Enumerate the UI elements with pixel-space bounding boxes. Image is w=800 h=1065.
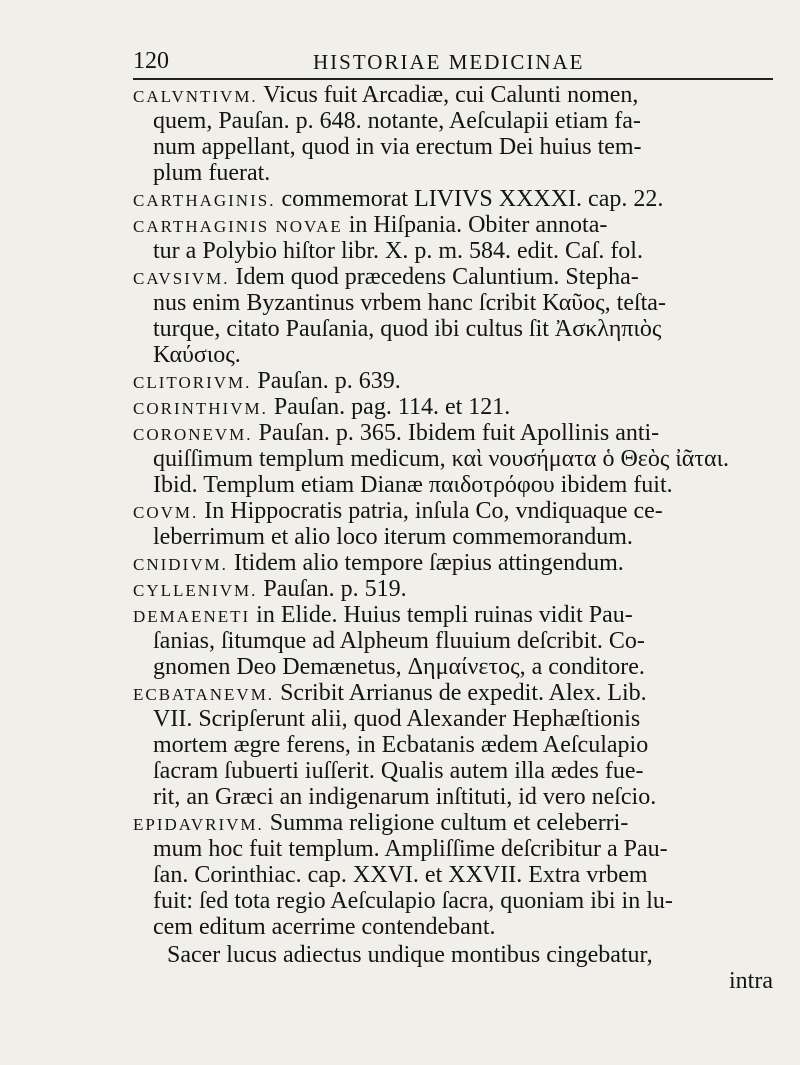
entry-text: in Elide. Huius templi ruinas vidit Pau- [250, 602, 633, 628]
entry-text: Pauſan. pag. 114. et 121. [267, 394, 511, 420]
entry-continuation-line [133, 836, 773, 862]
entry-text: VII. Scripſerunt alii, quod Alexander Hephæſtionis [153, 706, 641, 732]
entry-first-line [133, 550, 773, 576]
entry-continuation-line [133, 342, 773, 368]
entry-first-line [133, 602, 773, 628]
entry-text: Pauſan. p. 365. Ibidem fuit Apollinis anti- [252, 420, 660, 446]
dictionary-entry [133, 550, 773, 576]
entry-text: Scribit Arrianus de expedit. Alex. Lib. [274, 680, 647, 706]
entry-text: ſan. Corinthiac. cap. XXVI. et XXVII. Extra vrbem [153, 862, 648, 888]
dictionary-entry [133, 394, 773, 420]
entry-continuation-line [133, 706, 773, 732]
entry-keyword: CORINTHIVM. [133, 399, 268, 418]
entry-first-line [133, 368, 773, 394]
entry-text: Καύσιος. [153, 342, 241, 368]
entry-continuation-line [133, 160, 773, 186]
entry-continuation-line [133, 758, 773, 784]
catchword: intra [729, 968, 773, 994]
entry-text: in Hiſpania. Obiter annota- [342, 212, 608, 238]
entry-continuation-line [133, 862, 773, 888]
entry-continuation-line [133, 914, 773, 940]
entry-text: Pauſan. p. 639. [251, 368, 401, 394]
entry-continuation-line [133, 290, 773, 316]
dictionary-entry [133, 576, 773, 602]
entry-first-line [133, 82, 773, 108]
entry-continuation-line [133, 888, 773, 914]
dictionary-entry [133, 264, 773, 368]
continuing-paragraph [133, 942, 773, 994]
entry-first-line [133, 394, 773, 420]
entry-continuation-line [133, 238, 773, 264]
entry-continuation-line [133, 524, 773, 550]
entry-text: tur a Polybio hiſtor libr. X. p. m. 584. edit. Caſ. fol. [153, 238, 643, 264]
entry-first-line [133, 264, 773, 290]
entry-text: Itidem alio tempore ſæpius attingendum. [227, 550, 624, 576]
entry-text: leberrimum et alio loco iterum commemorandum. [153, 524, 633, 550]
entry-keyword: CALVNTIVM. [133, 87, 258, 106]
entry-first-line [133, 576, 773, 602]
entry-first-line [133, 212, 773, 238]
dictionary-entry [133, 420, 773, 498]
entry-text: gnomen Deo Demænetus, Δημαίνετος, a conditore. [153, 654, 645, 680]
dictionary-entry [133, 368, 773, 394]
entry-text: turque, citato Pauſania, quod ibi cultus ſit Ἀσκληπιὸς [153, 316, 662, 342]
entry-continuation-line [133, 472, 773, 498]
entry-first-line [133, 810, 773, 836]
entry-continuation-line [133, 628, 773, 654]
entry-text: nus enim Byzantinus vrbem hanc ſcribit Καῦος, teſta- [153, 290, 666, 316]
dictionary-entry [133, 810, 773, 940]
entry-text: cem editum acerrime contendebant. [153, 914, 496, 940]
entry-first-line [133, 498, 773, 524]
page-header [133, 48, 773, 74]
entry-continuation-line [133, 784, 773, 810]
entry-keyword: CNIDIVM. [133, 555, 228, 574]
entry-keyword: CORONEVM. [133, 425, 253, 444]
entry-text: num appellant, quod in via erectum Dei huius tem- [153, 134, 642, 160]
dictionary-entry [133, 498, 773, 550]
entry-text: fuit: ſed tota regio Aeſculapio ſacra, quoniam ibi in lu- [153, 888, 673, 914]
entry-text: plum fuerat. [153, 160, 271, 186]
entry-keyword: CLITORIVM. [133, 373, 252, 392]
page-body [133, 82, 773, 994]
entry-first-line [133, 680, 773, 706]
entry-text: mum hoc fuit templum. Ampliſſime deſcribitur a Pau- [153, 836, 668, 862]
entry-continuation-line [133, 316, 773, 342]
entry-first-line [133, 420, 773, 446]
entry-keyword: CYLLENIVM. [133, 581, 258, 600]
dictionary-entry [133, 602, 773, 680]
entry-keyword: CAVSIVM. [133, 269, 230, 288]
entry-text: quem, Pauſan. p. 648. notante, Aeſculapii etiam fa- [153, 108, 641, 134]
entry-keyword: CARTHAGINIS NOVAE [133, 217, 343, 236]
dictionary-entry [133, 82, 773, 186]
entry-continuation-line [133, 134, 773, 160]
entry-text: Vicus fuit Arcadiæ, cui Calunti nomen, [257, 82, 639, 108]
entry-text: commemorat LIVIVS XXXXI. cap. 22. [275, 186, 664, 212]
header-rule [133, 78, 773, 80]
entry-continuation-line [133, 446, 773, 472]
dictionary-entry [133, 186, 773, 212]
paragraph-line: Sacer lucus adiectus undique montibus cingebatur, [167, 942, 653, 968]
entry-text: Idem quod præcedens Caluntium. Stepha- [229, 264, 639, 290]
entry-keyword: ECBATANEVM. [133, 685, 275, 704]
entry-text: ſanias, ſitumque ad Alpheum fluuium deſcribit. Co- [153, 628, 645, 654]
entry-keyword: DEMAENETI [133, 607, 251, 626]
entry-keyword: COVM. [133, 503, 199, 522]
entry-text: ſacram ſubuerti iuſſerit. Qualis autem illa ædes fue- [153, 758, 644, 784]
entry-text: Pauſan. p. 519. [257, 576, 407, 602]
entry-keyword: EPIDAVRIVM. [133, 815, 264, 834]
entry-continuation-line [133, 108, 773, 134]
entry-continuation-line [133, 732, 773, 758]
entry-continuation-line [133, 654, 773, 680]
entry-first-line [133, 186, 773, 212]
entry-text: In Hippocratis patria, inſula Co, vndiquaque ce- [198, 498, 663, 524]
entry-text: Summa religione cultum et celeberri- [263, 810, 629, 836]
dictionary-entry [133, 212, 773, 264]
entry-keyword: CARTHAGINIS. [133, 191, 276, 210]
entry-text: quiſſimum templum medicum, καὶ νουσήματα ὁ Θεὸς ἰᾶται. [153, 446, 730, 472]
entry-text: mortem ægre ferens, in Ecbatanis ædem Aeſculapio [153, 732, 649, 758]
dictionary-entry [133, 680, 773, 810]
running-title: HISTORIAE MEDICINAE [313, 50, 585, 74]
page-number: 120 [133, 48, 169, 74]
entry-text: rit, an Græci an indigenarum inſtituti, id vero neſcio. [153, 784, 657, 810]
entry-text: Ibid. Templum etiam Dianæ παιδοτρόφου ibidem fuit. [153, 472, 673, 498]
